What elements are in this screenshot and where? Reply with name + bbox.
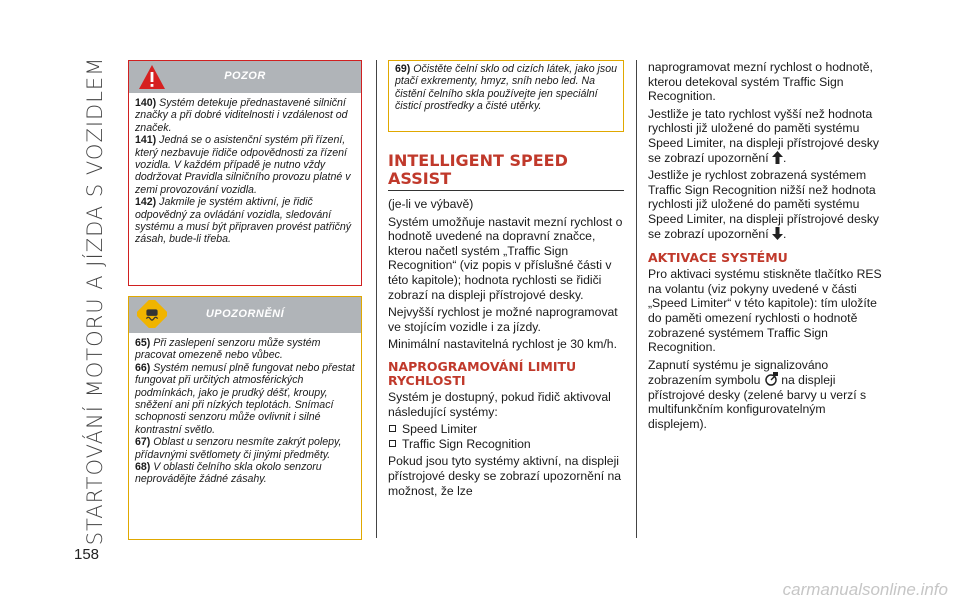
note-item: 69) Očistěte čelní sklo od cizích látek, jako jsou ptačí exkrementy, hmyz, sníh nebo led. Na čistění čelního skla používejte jen speciální čisticí prostředky a čisté utěrky. [395, 63, 617, 113]
paragraph: naprogramovat mezní rychlost o hodnotě, kterou detekoval systém Traffic Sign Recognition. [648, 60, 873, 104]
side-chapter-title-text: STARTOVÁNÍ MOTORU A JÍZDA S VOZIDLEM [83, 56, 107, 546]
paragraph: Nejvyšší rychlost je možné naprogramovat ve stojícím vozidle i za jízdy. [388, 305, 618, 334]
watermark: carmanualsonline.info [782, 580, 948, 599]
paragraph: (je-li ve výbavě) [388, 197, 474, 211]
caution-box-header [129, 297, 361, 333]
paragraph: Zapnutí systému je signalizováno zobrazením symbolu na displeji přístrojové desky (zelené barvy u verzí s multifunkčním konfigurovatelným displejem). [648, 357, 867, 432]
subsection-title: AKTIVACE SYSTÉMU [648, 250, 788, 266]
side-chapter-title [72, 56, 118, 546]
note-box-body [389, 61, 623, 119]
section-title: INTELLIGENT SPEED ASSIST [388, 152, 624, 191]
arrow-up-icon [772, 151, 783, 164]
paragraph: Systém je dostupný, pokud řidič aktivoval následující systémy: [388, 389, 611, 419]
column-divider [636, 60, 637, 538]
warning-item: 140) Systém detekuje přednastavené silniční značky a při dobré viditelnosti i vzdálenost od značek. [135, 97, 348, 134]
speed-limit-symbol-icon [764, 372, 778, 386]
paragraph: Pro aktivaci systému stiskněte tlačítko RES na volantu (viz pokyny uvedené v části „Speed Limiter“ v této kapitole): tím uložíte do paměti omezení rychlosti o hodnotě zobrazené systémem Traffic Sign Recognition. [648, 267, 882, 355]
caution-item: 66) Systém nemusí plně fungovat nebo přestat fungovat při určitých atmosférických podmínkách, jako je prudký déšť, kroupy, sněžení ani při nízkých teplotách. Snímací schopnosti senzoru může ovlivnit i silné kontrastní světlo. [135, 361, 355, 436]
warning-box [128, 60, 362, 286]
caution-item: 65) Při zaslepení senzoru může systém pracovat omezeně nebo vůbec. [135, 337, 321, 362]
systems-list [388, 422, 624, 451]
paragraph: Jestliže je rychlost zobrazená systémem Traffic Sign Recognition nižší než hodnota rychlosti již uložené do paměti systému Speed Limiter, na displeji přístrojové desky se zobrazí upozornění . [648, 168, 880, 241]
warning-item: 142) Jakmile je systém aktivní, je řidič odpovědný za ovládání vozidla, sledování systému a musí být připraven provést patřičný zásah, bude-li třeba. [135, 196, 352, 246]
paragraph: Systém umožňuje nastavit mezní rychlost o hodnotě uvedené na dopravní značce, kterou načetl systém „Traffic Sign Recognition“ (viz popis v příslušné části v této kapitole); hodnota rychlosti se řidiči zobrazí na displeji přístrojové desky. [388, 214, 623, 302]
list-item: Traffic Sign Recognition [388, 437, 624, 452]
arrow-down-icon [772, 227, 783, 240]
column-2 [388, 60, 624, 501]
caution-box-body [129, 333, 361, 492]
paragraph: Pokud jsou tyto systémy aktivní, na displeji přístrojové desky se zobrazí upozornění na možnost, že lze [388, 454, 622, 498]
warning-box-title: POZOR [224, 70, 266, 82]
caution-box [128, 296, 362, 540]
list-item: Speed Limiter [388, 422, 624, 437]
note-box [388, 60, 624, 132]
caution-item: 68) V oblasti čelního skla okolo senzoru neprovádějte žádné zásahy. [135, 461, 322, 486]
paragraph: Minimální nastavitelná rychlost je 30 km/h. [388, 337, 617, 352]
caution-box-title: UPOZORNĚNÍ [205, 308, 285, 320]
column-divider [376, 60, 377, 538]
caution-item: 67) Oblast u senzoru nesmíte zakrýt polepy, přídavnými světlomety či jinými předměty. [135, 436, 342, 461]
paragraph: Jestliže je tato rychlost vyšší než hodnota rychlosti již uložené do paměti systému Speed Limiter, na displeji přístrojové desky se zobrazí upozornění . [648, 106, 880, 165]
warning-box-header [129, 61, 361, 93]
page-number: 158 [74, 546, 100, 563]
column-1 [128, 60, 362, 540]
column-3 [648, 60, 884, 435]
subsection-title: NAPROGRAMOVÁNÍ LIMITU RYCHLOSTI [388, 358, 577, 388]
warning-box-body [129, 93, 361, 252]
warning-item: 141) Jedná se o asistenční systém při řízení, který nezbavuje řidiče odpovědnosti za řízení vozidla. V každém případě je nutno vždy dodržovat Pravidla silničního provozu platné v zemi provozování vozidla. [135, 134, 351, 196]
